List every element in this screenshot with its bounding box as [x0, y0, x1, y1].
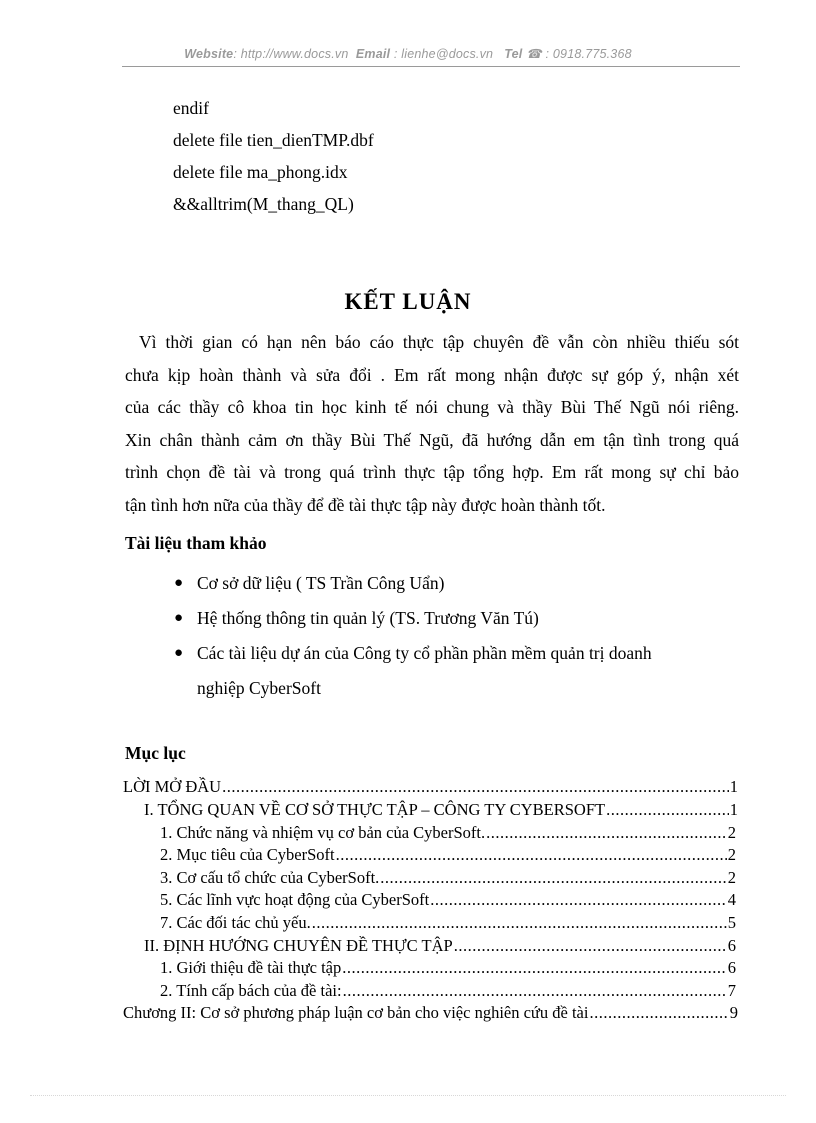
toc-entry[interactable] [160, 958, 736, 978]
paragraph-line: Vì thời gian có hạn nên báo cáo thực tập chuyên đề vẫn còn nhiều thiếu sót [139, 332, 739, 352]
toc-entry[interactable] [144, 800, 738, 820]
footer-divider [30, 1095, 786, 1096]
toc-entry[interactable] [160, 913, 736, 933]
conclusion-title: KẾT LUẬN [344, 289, 472, 314]
reference-text: Hệ thống thông tin quản lý (TS. Trương Văn Tú) [197, 608, 539, 628]
toc-leader [342, 958, 726, 978]
references-list [172, 566, 740, 706]
toc-entry-text: 2. Mục tiêu của CyberSoft [160, 845, 335, 864]
toc-entry[interactable] [160, 823, 736, 843]
toc-entry-text: 5. Các lĩnh vực hoạt động của CyberSoft [160, 890, 430, 909]
paragraph-line: chưa kịp hoàn thành và sửa đổi . Em rất mong nhận được sự góp ý, nhận xét [125, 364, 739, 385]
reference-text: Cơ sở dữ liệu ( TS Trần Công Uẩn) [197, 573, 445, 593]
toc-leader [486, 823, 727, 843]
toc-leader [430, 890, 727, 910]
header-divider [122, 66, 740, 67]
tel-label: Tel [504, 47, 523, 61]
bullet-icon: ● [174, 575, 184, 591]
toc-entry-page: 5 [727, 913, 736, 932]
toc-entry-text: 2. Tính cấp bách của đề tài: [160, 981, 342, 1000]
toc-title: Mục lục [125, 743, 186, 763]
email-label: Email [355, 47, 391, 61]
toc-entry-text: I. TỔNG QUAN VỀ CƠ SỞ THỰC TẬP – CÔNG TY CYBERSOFT [144, 800, 606, 819]
toc-entry[interactable] [144, 936, 736, 956]
toc-entry[interactable] [123, 777, 738, 797]
toc-entry-text: 3. Cơ cấu tổ chức của CyberSoft. [160, 868, 380, 887]
toc-entry-page: 6 [727, 958, 736, 977]
website-value: : http://www.docs.vn [233, 47, 349, 61]
toc-entry[interactable] [160, 890, 736, 910]
toc-entry[interactable] [160, 845, 736, 865]
toc-entry-page: 1 [729, 800, 738, 819]
toc-entry-text: LỜI MỞ ĐẦU [123, 777, 222, 796]
toc-entry-text: 1. Giới thiệu đề tài thực tập [160, 958, 342, 977]
code-line: endif [173, 98, 209, 118]
toc-entry[interactable] [160, 868, 736, 888]
toc-entry-page: 7 [727, 981, 736, 1000]
conclusion-paragraph [125, 326, 739, 522]
toc-entry[interactable] [123, 1003, 738, 1023]
toc-entry-text: II. ĐỊNH HƯỚNG CHUYÊN ĐỀ THỰC TẬP [144, 936, 453, 955]
paragraph-line: tận tình hơn nữa của thầy để đề tài thực tập này được hoàn thành tốt. [125, 494, 606, 515]
toc-leader [454, 936, 727, 956]
code-line: delete file tien_dienTMP.dbf [173, 130, 374, 150]
toc-entry-page: 4 [727, 890, 736, 909]
toc-leader [589, 1003, 728, 1023]
toc-leader [606, 800, 729, 820]
tel-value: ☎ : 0918.775.368 [526, 47, 632, 61]
toc-entry-text: 7. Các đối tác chủ yếu. [160, 913, 311, 932]
paragraph-line: Xin chân thành cảm ơn thầy Bùi Thế Ngũ, đã hướng dẫn em tận tình trong quá [125, 429, 739, 450]
toc-entry-text: Chương II: Cơ sở phương pháp luận cơ bản cho việc nghiên cứu đề tài [123, 1003, 589, 1022]
toc-leader [222, 777, 729, 797]
toc-leader [312, 913, 727, 933]
toc-entry-page: 1 [729, 777, 738, 796]
reference-item [172, 566, 740, 601]
paragraph-line: của các thầy cô khoa tin học kinh tế nói chung và thầy Bùi Thế Ngũ nói riêng. [125, 397, 739, 418]
email-value: : lienhe@docs.vn [390, 47, 494, 61]
toc-leader [336, 845, 727, 865]
website-label: Website [184, 47, 234, 61]
toc-entry[interactable] [160, 981, 736, 1001]
toc-entry-text: 1. Chức năng và nhiệm vụ cơ bản của CyberSoft. [160, 823, 486, 842]
toc-entry-page: 6 [727, 936, 736, 955]
paragraph-line: trình chọn đề tài và trong quá trình thực tập tổng hợp. Em rất mong sự chỉ bảo [125, 462, 739, 483]
reference-text: Các tài liệu dự án của Công ty cổ phần phần mềm quản trị doanh [197, 643, 652, 663]
page-header [0, 46, 816, 61]
bullet-icon: ● [174, 645, 184, 661]
toc-leader [380, 868, 726, 888]
reference-text: nghiệp CyberSoft [197, 678, 321, 698]
reference-item [172, 636, 740, 706]
toc-entry-page: 9 [729, 1003, 738, 1022]
toc-entry-page: 2 [727, 845, 736, 864]
toc-entry-page: 2 [727, 823, 736, 842]
reference-item [172, 601, 740, 636]
code-line: &&alltrim(M_thang_QL) [173, 194, 354, 214]
toc-leader [343, 981, 727, 1001]
toc-entry-page: 2 [727, 868, 736, 887]
references-title: Tài liệu tham khảo [125, 533, 267, 553]
code-line: delete file ma_phong.idx [173, 162, 348, 182]
bullet-icon: ● [174, 610, 184, 626]
code-snippet [173, 95, 374, 223]
